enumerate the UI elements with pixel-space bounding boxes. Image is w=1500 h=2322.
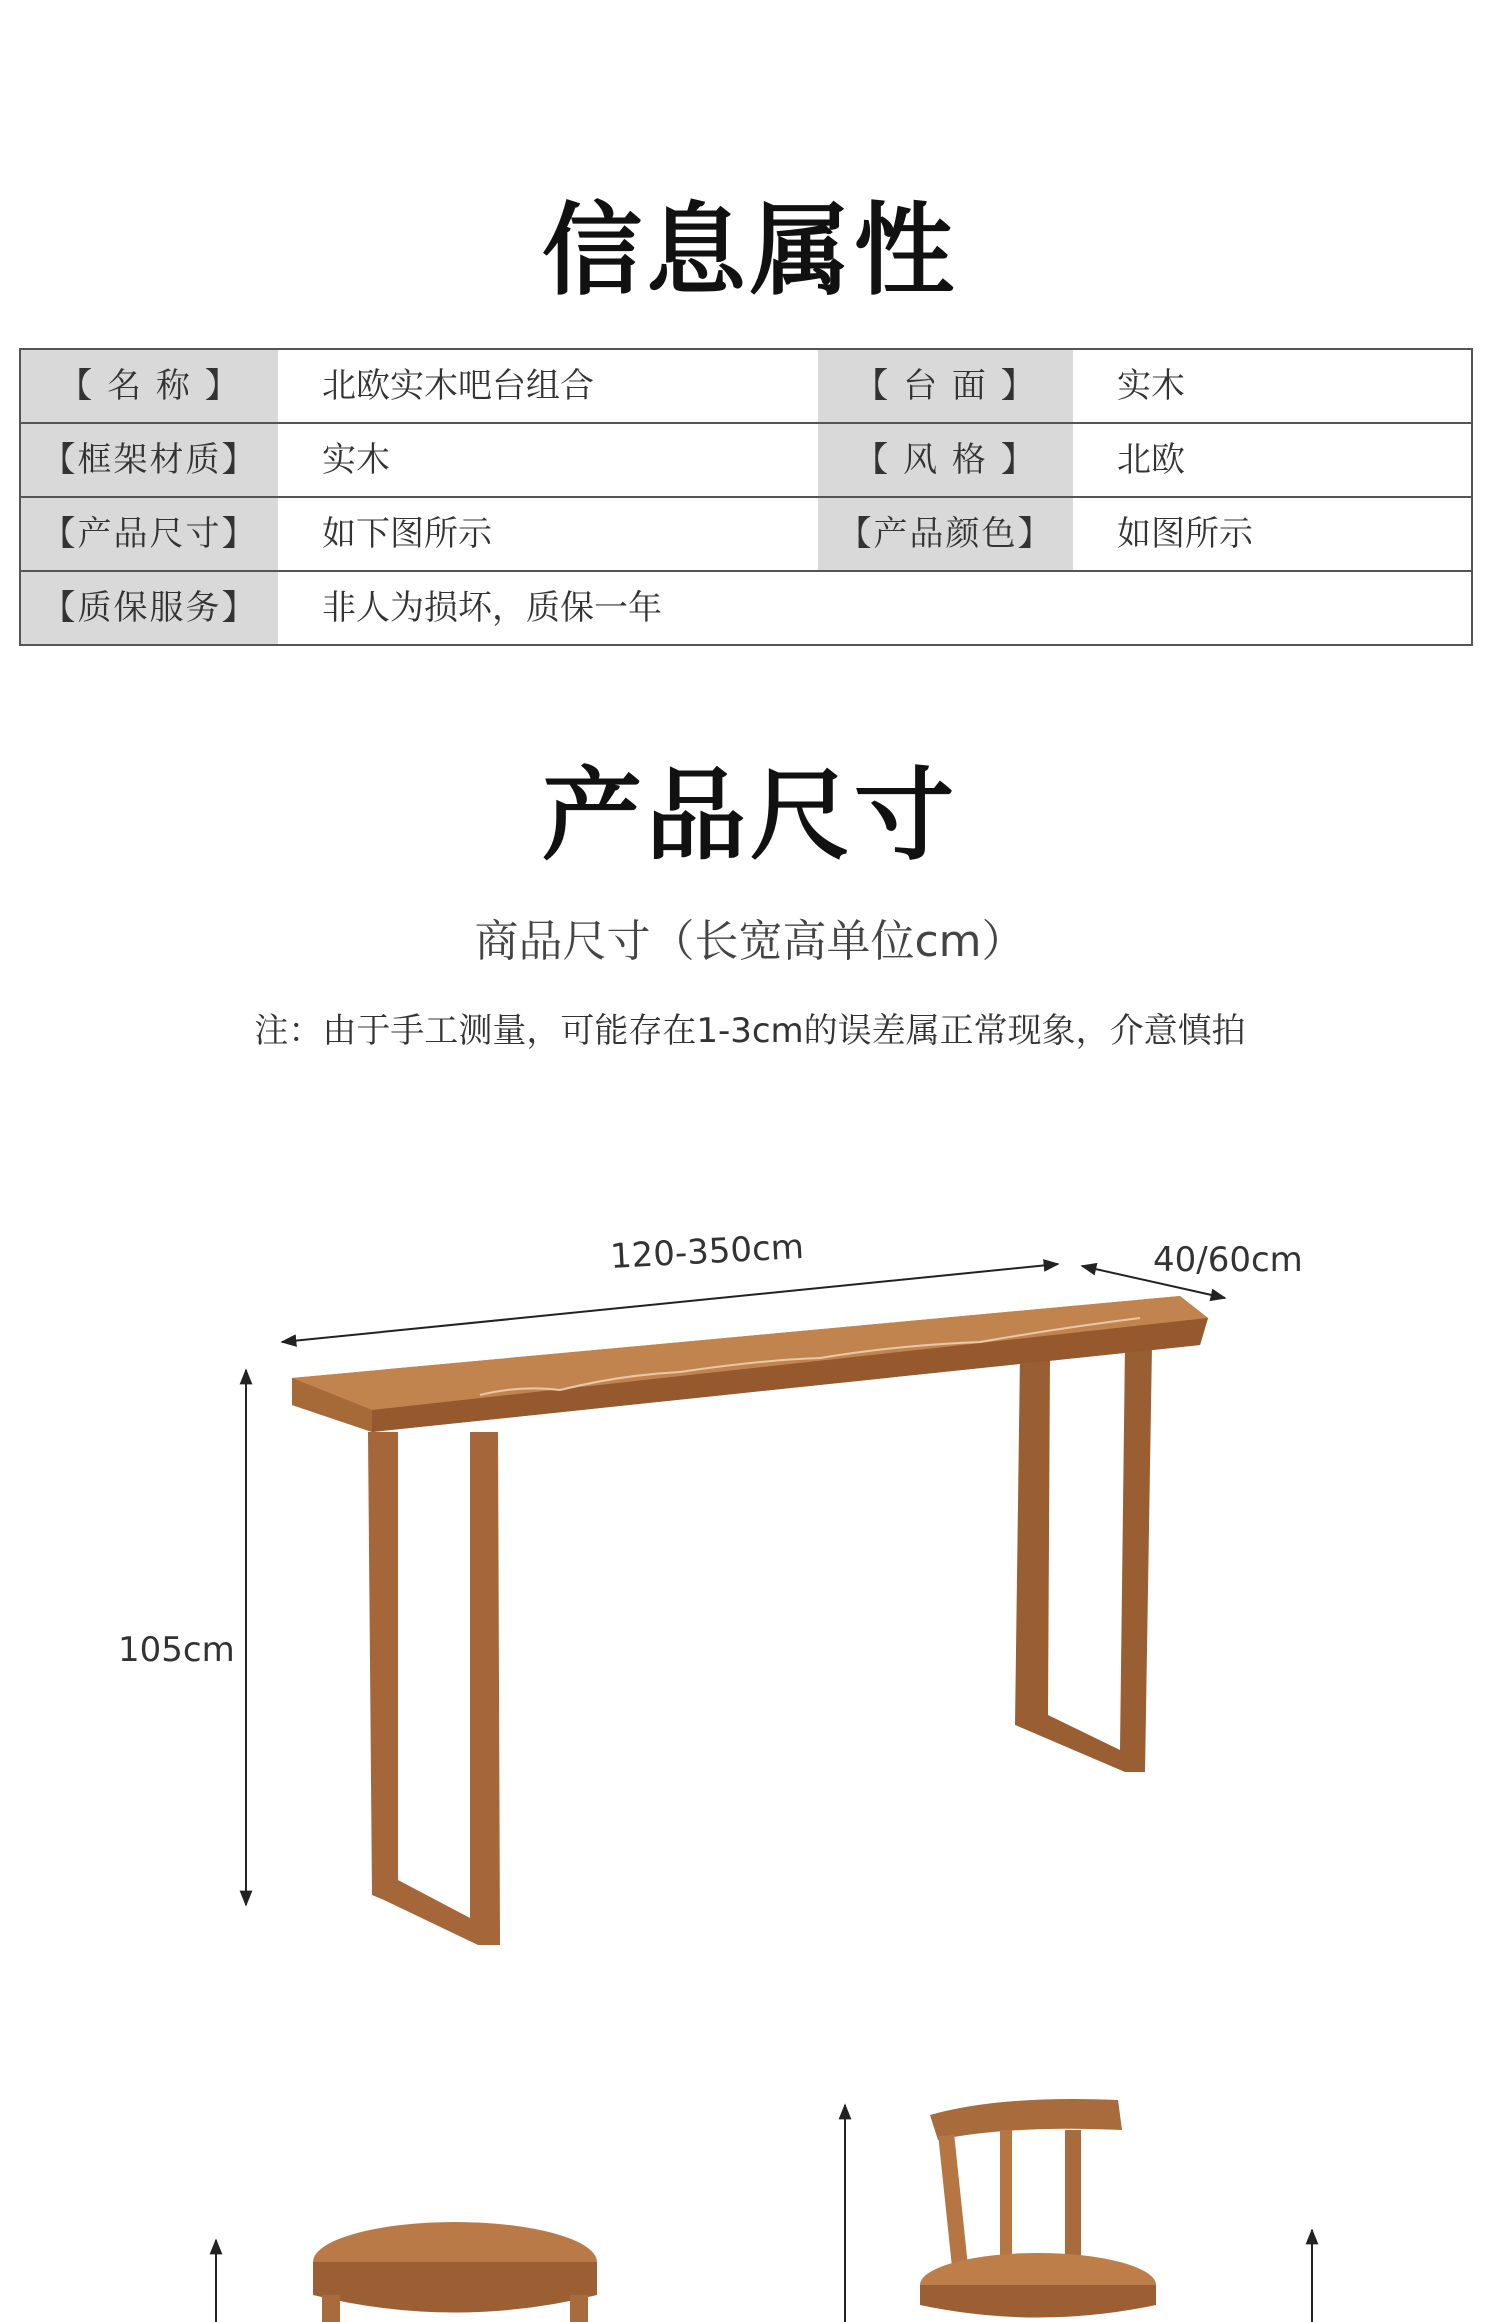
stool-drawing (313, 2222, 597, 2322)
spec-label: 【 台 面 】 (818, 350, 1073, 422)
spec-label: 【框架材质】 (21, 424, 278, 496)
spec-value: 如图所示 (1117, 514, 1253, 554)
depth-dimension: 40/60cm (1153, 1240, 1303, 1280)
spec-label: 【 名 称 】 (21, 350, 278, 422)
chair-drawing (920, 2099, 1156, 2318)
spec-label: 【质保服务】 (21, 572, 278, 644)
bar-table-drawing (292, 1296, 1208, 1945)
size-section-title: 产品尺寸 (542, 757, 958, 874)
spec-label: 【产品颜色】 (818, 498, 1073, 570)
length-dimension: 120-350cm (609, 1226, 805, 1278)
spec-label: 【 风 格 】 (818, 424, 1073, 496)
spec-value: 北欧 (1117, 440, 1185, 480)
size-subtitle: 商品尺寸（长宽高单位cm） (474, 916, 1026, 967)
spec-value: 北欧实木吧台组合 (322, 366, 594, 406)
height-dimension: 105cm (118, 1630, 235, 1670)
measurement-note: 注：由于手工测量，可能存在1-3cm的误差属正常现象，介意慎拍 (254, 1011, 1246, 1051)
spec-value: 非人为损坏，质保一年 (322, 588, 662, 628)
info-section-title: 信息属性 (542, 192, 958, 309)
spec-value: 如下图所示 (322, 514, 492, 554)
spec-value: 实木 (322, 440, 390, 480)
spec-label: 【产品尺寸】 (21, 498, 278, 570)
spec-value: 实木 (1117, 366, 1185, 406)
